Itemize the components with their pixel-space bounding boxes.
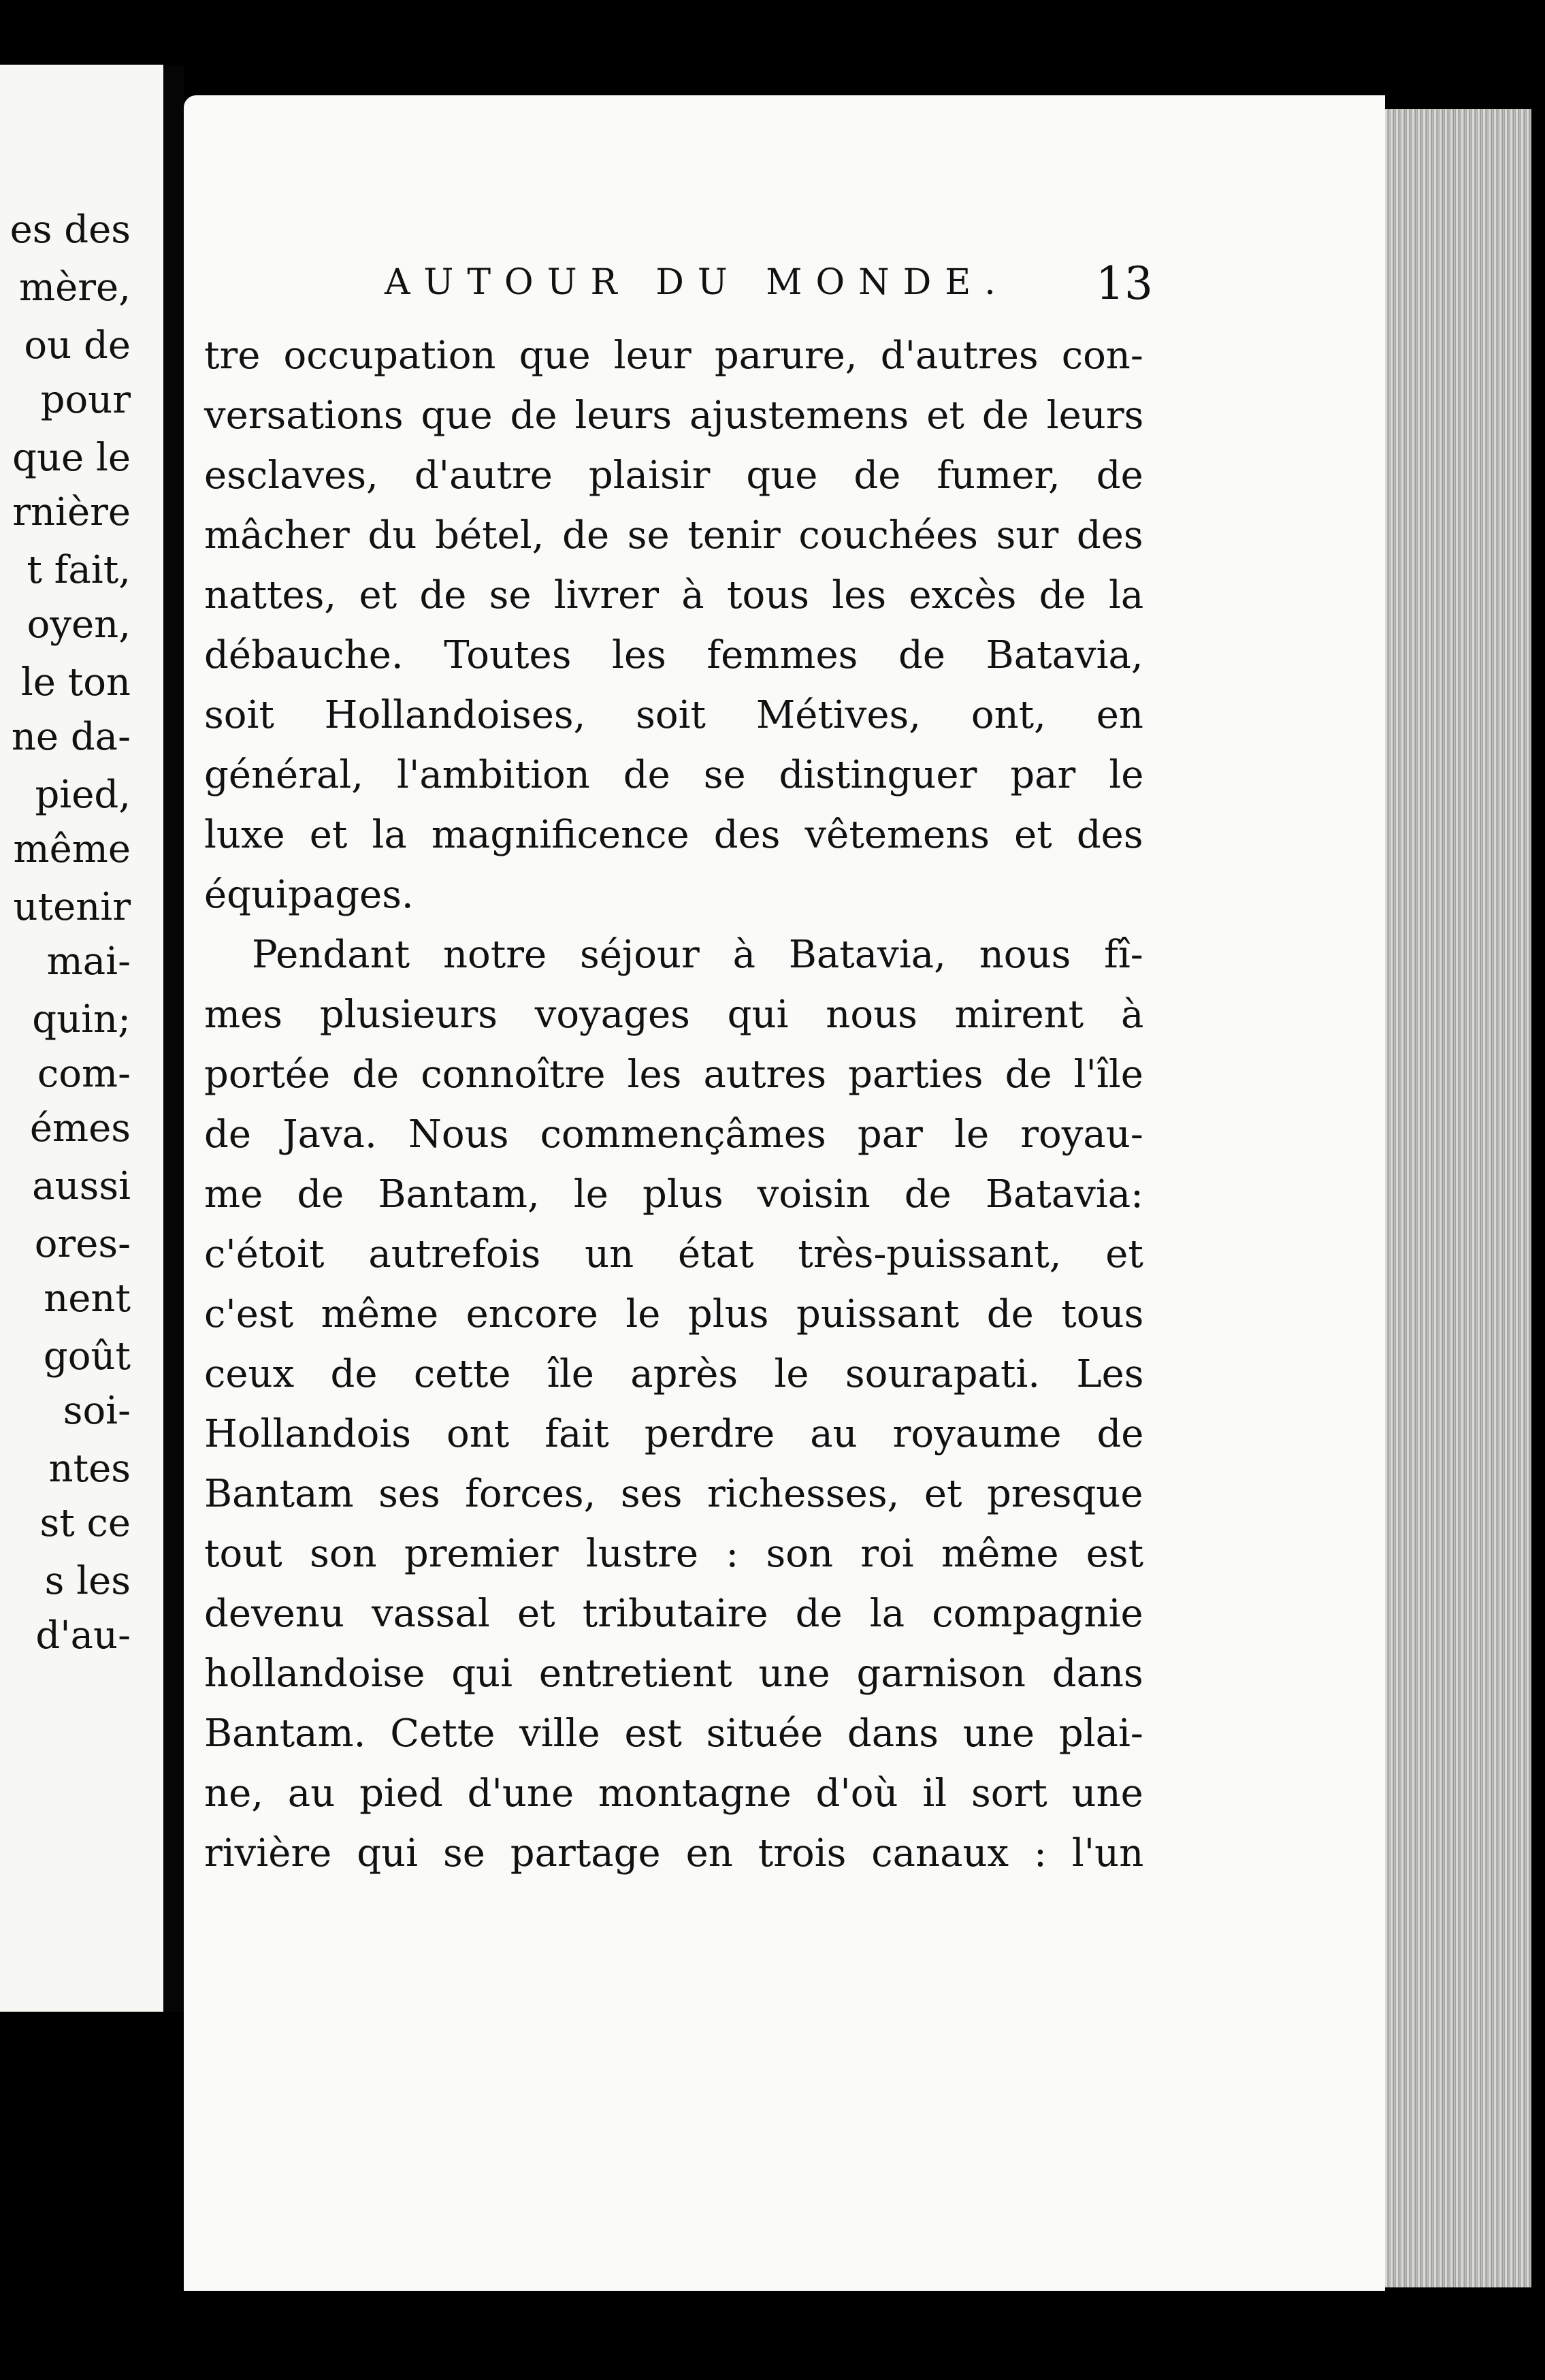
text-line: mes plusieurs voyages qui nous mirent à (204, 993, 1144, 1037)
left-page-line: ne da- (11, 715, 131, 759)
left-page-line: utenir (13, 885, 131, 929)
text-line: tout son premier lustre : son roi même est (204, 1532, 1144, 1576)
text-line: Bantam. Cette ville est située dans une plai- (204, 1711, 1143, 1756)
left-page-line: le ton (20, 660, 131, 705)
left-page-line: pour (40, 378, 131, 422)
left-page-line: pied, (35, 773, 131, 817)
text-line: Bantam ses forces, ses richesses, et presque (204, 1472, 1143, 1516)
text-line: esclaves, d'autre plaisir que de fumer, de (204, 453, 1143, 498)
left-page-line: mère, (19, 266, 131, 310)
text-line: versations que de leurs ajustemens et de leurs (204, 393, 1144, 438)
left-page-line: d'au- (35, 1613, 131, 1658)
left-page-line: même (13, 827, 131, 871)
left-page-line: mai- (46, 939, 131, 984)
book-gutter (163, 65, 184, 2012)
text-line: c'est même encore le plus puissant de tous (204, 1292, 1144, 1336)
left-page-line: s les (44, 1559, 131, 1603)
text-line: rivière qui se partage en trois canaux : l'un (204, 1831, 1144, 1876)
text-line: Hollandois ont fait perdre au royaume de (204, 1412, 1144, 1456)
left-page-line: ntes (48, 1447, 131, 1491)
running-head: AUTOUR DU MONDE. (385, 262, 1009, 303)
text-line: mâcher du bétel, de se tenir couchées sur des (204, 513, 1143, 558)
left-page-line: nent (44, 1276, 131, 1321)
left-page-line: goût (43, 1334, 131, 1379)
left-page-line: ou de (24, 323, 131, 368)
page-number: 13 (1096, 257, 1153, 310)
text-line: devenu vassal et tributaire de la compagnie (204, 1592, 1143, 1636)
text-line: de Java. Nous commençâmes par le royau- (204, 1112, 1143, 1157)
text-line: portée de connoître les autres parties de l'île (204, 1052, 1143, 1097)
left-page-line: que le (12, 436, 131, 480)
text-line: nattes, et de se livrer à tous les excès de la (204, 573, 1144, 617)
left-page-line: oyen, (27, 602, 131, 647)
text-line: soit Hollandoises, soit Métives, ont, en (204, 693, 1143, 737)
left-page-line: ores- (34, 1222, 131, 1266)
left-page-line: es des (10, 208, 131, 252)
text-line: me de Bantam, le plus voisin de Batavia: (204, 1172, 1144, 1217)
left-facing-page (0, 65, 163, 2012)
left-page-line: quin; (32, 997, 131, 1042)
left-page-line: émes (29, 1106, 131, 1151)
text-line: ne, au pied d'une montagne d'où il sort une (204, 1771, 1143, 1816)
text-line: c'étoit autrefois un état très-puissant, et (204, 1232, 1143, 1276)
left-page-line: rnière (12, 490, 131, 534)
text-line: tre occupation que leur parure, d'autres con- (204, 334, 1143, 378)
left-page-line: soi- (63, 1389, 131, 1433)
text-line: général, l'ambition de se distinguer par le (204, 753, 1144, 797)
text-line: luxe et la magnificence des vêtemens et des (204, 813, 1143, 857)
page-edges (1385, 109, 1531, 2287)
text-line: Pendant notre séjour à Batavia, nous fî- (252, 933, 1143, 977)
left-page-line: st ce (39, 1501, 131, 1545)
left-page-line: aussi (32, 1164, 131, 1208)
text-line: hollandoise qui entretient une garnison dans (204, 1652, 1143, 1696)
text-line: débauche. Toutes les femmes de Batavia, (204, 633, 1143, 677)
text-line: équipages. (204, 873, 414, 917)
left-page-line: t fait, (27, 548, 131, 592)
text-line: ceux de cette île après le sourapati. Les (204, 1352, 1144, 1396)
left-page-line: com- (37, 1052, 131, 1096)
